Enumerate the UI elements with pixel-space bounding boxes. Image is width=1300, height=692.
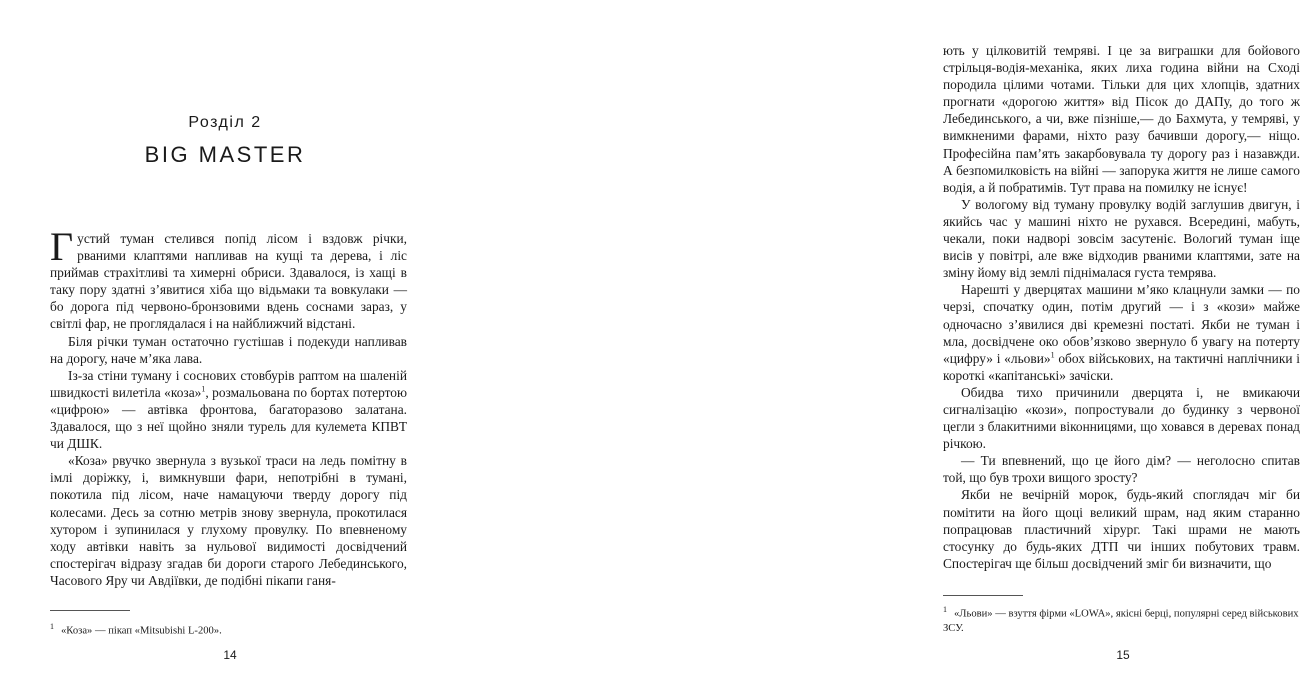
- paragraph-text: Із-за стіни туману і соснових стовбурів раптом на шаленій швидкості вилетіла «коза»: [50, 367, 407, 400]
- right-body-text: [943, 42, 1300, 572]
- chapter-label: Розділ 2: [188, 114, 262, 131]
- footnote-divider: [943, 595, 1023, 596]
- left-body-text: [50, 224, 407, 589]
- footnote-divider: [50, 610, 130, 611]
- footnote-text: «Льови» — взуття фірми «LOWA», якісні берці, популярні серед військових ЗСУ.: [943, 608, 1299, 634]
- footnote-ref: 1: [201, 384, 206, 394]
- paragraph: «Коза» рвучко звернула з вузької траси на ледь помітну в імлі доріжку, і, вимкнувши фари, непотрібні в тумані, покотила під лісом, наче намацуючи тверду дорогу під колесами. Десь за сотню метрів знову звернула, прокотилася хутором і зупинилася у глухому провулку. По впевненому ходу автівки навіть за нульової видимості досвідчений спостерігач відразу згадав би дороги старого Лебединського, Часового Яру чи Авдіївки, де подібні пікапи ганя-: [50, 453, 407, 588]
- paragraph: ють у цілковитій темряві. І це за виграшки для бойового стрільця-водія-механіка, яких лиха година війни на Сході породила цілими чотами. Тільки для цих хлопців, здатних прогнати «дорогою життя» від Пісок до ДАПу, до того ж Лебединського, а чи, вже пізніше,— до Бахмута, у темряві, у вимкненими фарами, ніхто разу бачивши дорогу,— ніщо. Професійна пам’ять закарбовувала ту дорогу раз і назавжди. А безпомилковість на війні — запорука життя не лише самого водія, а й побратимів. Тут права на помилку не існує!: [943, 43, 1300, 195]
- paragraph-text: обох військових, на тактичні наплічники і короткі «капітанські» зачіски.: [943, 350, 1300, 383]
- footnote-mark: 1: [50, 622, 54, 631]
- paragraph-text: Нарешті у дверцятах машини м’яко клацнули замки — по черзі, спочатку один, потім другий — і з «кози» майже одночасно з’явилися дві кремезні постаті. Якби не туман і мла, досвідчене око обов’язково звернуло б увагу на потерту «цифру» і «льови»: [943, 282, 1300, 366]
- paragraph: Якби не вечірній морок, будь-який споглядач міг би помітити на його щоці великий шрам, над яким старанно попрацював пластичний хірург. Такі шрами не мають стосунку до будь-яких ДТП чи інших побутових травм. Спостерігач ще більш досвідчений зміг би визначити, що: [943, 487, 1300, 571]
- paragraph: [50, 224, 407, 333]
- page-number: 14: [223, 648, 237, 662]
- paragraph-text: , розмальована по бортах потертою «цифрою» — автівка фронтова, багаторазово залатана. Здавалося, що з неї щойно зняли турель для кулемета КПВТ чи ДШК.: [50, 384, 407, 452]
- paragraph: У вологому від туману провулку водій заглушив двигун, і якийсь час у машині ніхто не рухався. Всередині, мабуть, чекали, поки надворі зовсім засутеніє. Вологий туман іще висів у повітрі, але вже відходив рваними клаптями, зате на зміну йому від землі піднімалася густа темрява.: [943, 196, 1300, 281]
- footnote-ref: 1: [1050, 350, 1055, 360]
- paragraph: Біля річки туман остаточно густішав і подекуди напливав на дорогу, наче м’яка лава.: [50, 333, 407, 366]
- paragraph: — Ти впевнений, що це його дім? — неголосно спитав той, що був трохи вищого зросту?: [943, 453, 1300, 486]
- paragraph: Обидва тихо причинили дверцята і, не вмикаючи сигналізацію «кози», попростували до будинку з червоної цегли з блакитними віконницями, що ховався в деревах понад річкою.: [943, 384, 1300, 452]
- chapter-title: BIG MASTER: [144, 142, 306, 167]
- footnote: [50, 620, 407, 639]
- paragraph: [50, 367, 407, 452]
- right-page: [450, 0, 1300, 692]
- footnote: [943, 603, 1300, 636]
- footnote-text: «Коза» — пікап «Mitsubishi L-200».: [61, 625, 222, 637]
- paragraph-text: устий туман стелився попід лісом і вздовж річки, рваними клаптями напливав на кущі та дерева, і ліс приймав страхітливі та химерні обриси. Здавалося, із хащі в таку пору здатні з’явитися хіба що відьмаки та вовкулаки — бо дорога під червоно-бронзовими вдень соснами зараз, у світлі фар, не проглядалася і на найближчий відстані.: [50, 231, 407, 332]
- footnote-mark: 1: [943, 605, 947, 614]
- page-number: 15: [1116, 648, 1130, 662]
- drop-cap: Г: [50, 224, 74, 269]
- paragraph: [943, 281, 1300, 384]
- left-page: [0, 0, 450, 692]
